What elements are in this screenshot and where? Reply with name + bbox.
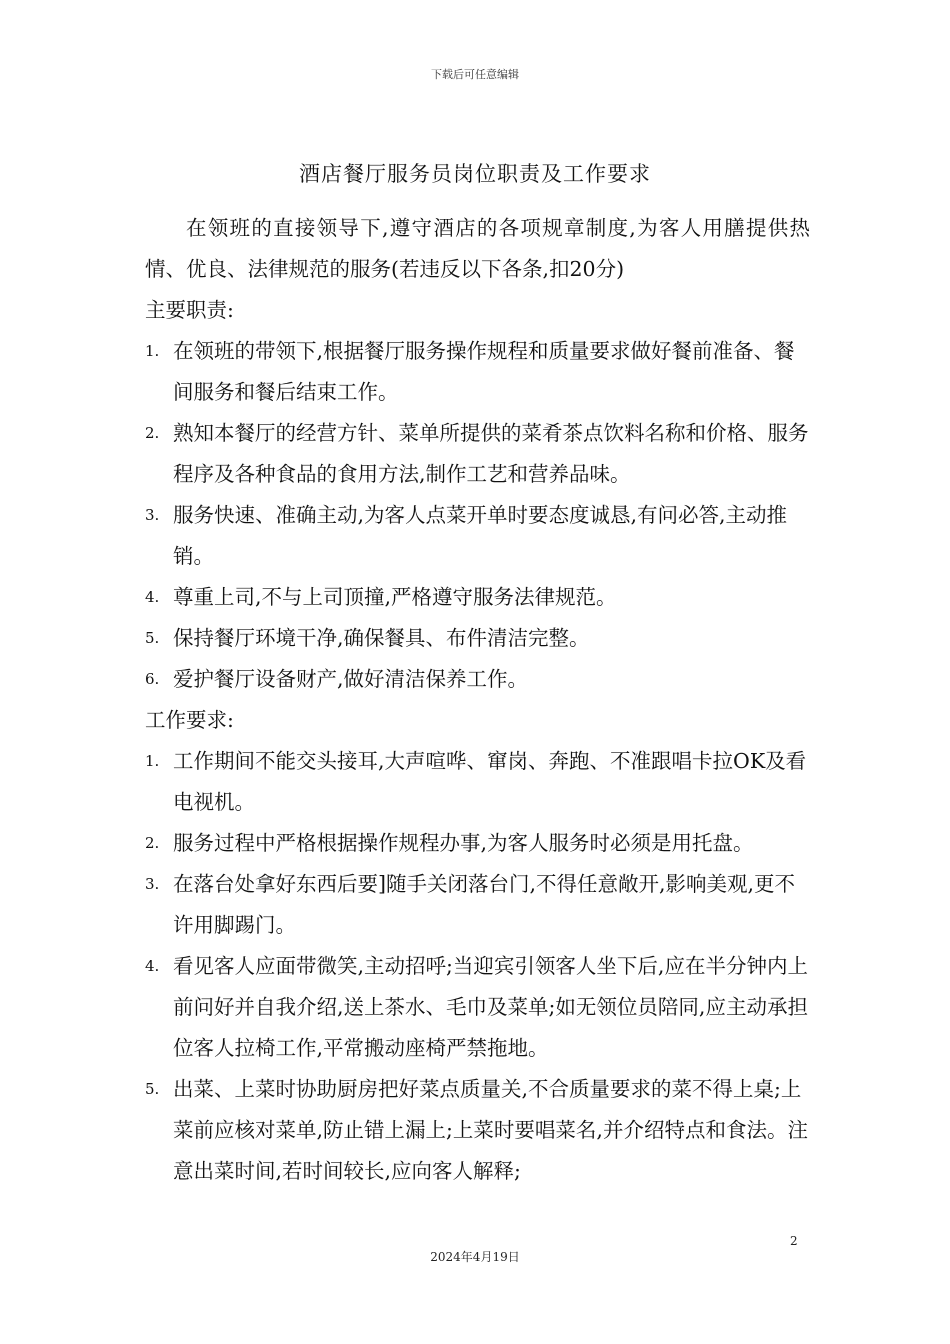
list-item	[145, 946, 810, 1069]
list-item	[145, 577, 810, 618]
page-header: 下载后可任意编辑	[431, 68, 519, 81]
list-item	[145, 1069, 810, 1192]
item-text: 在领班的带领下,根据餐厅服务操作规程和质量要求做好餐前准备、餐间服务和餐后结束工作。	[173, 339, 795, 404]
item-text: 尊重上司,不与上司顶撞,严格遵守服务法律规范。	[173, 585, 617, 609]
item-number: 1.	[145, 752, 160, 770]
item-number: 5.	[145, 629, 160, 647]
item-text: 出菜、上菜时协助厨房把好菜点质量关,不合质量要求的菜不得上桌;上菜前应核对菜单,防止错上漏上;上菜时要唱菜名,并介绍特点和食法。注意出菜时间,若时间较长,应向客人解释;	[173, 1077, 808, 1183]
item-text: 爱护餐厅设备财产,做好清洁保养工作。	[173, 667, 529, 691]
list-item	[145, 413, 810, 495]
document-title: 酒店餐厅服务员岗位职责及工作要求	[299, 162, 651, 186]
item-text: 服务快速、准确主动,为客人点菜开单时要态度诚恳,有问必答,主动推销。	[173, 503, 788, 568]
item-text: 看见客人应面带微笑,主动招呼;当迎宾引领客人坐下后,应在半分钟内上前问好并自我介绍,送上茶水、毛巾及菜单;如无领位员陪同,应主动承担位客人拉椅工作,平常搬动座椅严禁拖地。	[173, 954, 808, 1060]
item-number: 3.	[145, 875, 160, 893]
item-number: 1.	[145, 342, 160, 360]
list-item	[145, 618, 810, 659]
list-item	[145, 659, 810, 700]
list-item	[145, 741, 810, 823]
list-item	[145, 823, 810, 864]
item-number: 2.	[145, 424, 160, 442]
duties-list	[145, 331, 810, 700]
item-text: 工作期间不能交头接耳,大声喧哗、窜岗、奔跑、不准跟唱卡拉OK及看电视机。	[173, 749, 807, 814]
item-number: 5.	[145, 1080, 160, 1098]
footer-date: 2024年4月19日	[430, 1250, 520, 1264]
intro-paragraph: 在领班的直接领导下,遵守酒店的各项规章制度,为客人用膳提供热情、优良、法律规范的服务(若违反以下各条,扣20分)	[145, 216, 810, 281]
item-text: 保持餐厅环境干净,确保餐具、布件清洁完整。	[173, 626, 590, 650]
requirements-list	[145, 741, 810, 1192]
page-number: 2	[790, 1234, 798, 1248]
item-text: 服务过程中严格根据操作规程办事,为客人服务时必须是用托盘。	[173, 831, 754, 855]
list-item	[145, 864, 810, 946]
item-number: 4.	[145, 588, 160, 606]
item-number: 6.	[145, 670, 160, 688]
duties-heading: 主要职责:	[145, 298, 234, 322]
list-item	[145, 495, 810, 577]
item-number: 2.	[145, 834, 160, 852]
requirements-heading: 工作要求:	[145, 708, 234, 732]
item-number: 4.	[145, 957, 160, 975]
item-text: 在落台处拿好东西后要]随手关闭落台门,不得任意敞开,影响美观,更不许用脚踢门。	[173, 872, 796, 937]
document-body	[145, 208, 810, 1192]
list-item	[145, 331, 810, 413]
item-number: 3.	[145, 506, 160, 524]
item-text: 熟知本餐厅的经营方针、菜单所提供的菜肴茶点饮料名称和价格、服务程序及各种食品的食用方法,制作工艺和营养品味。	[173, 421, 809, 486]
